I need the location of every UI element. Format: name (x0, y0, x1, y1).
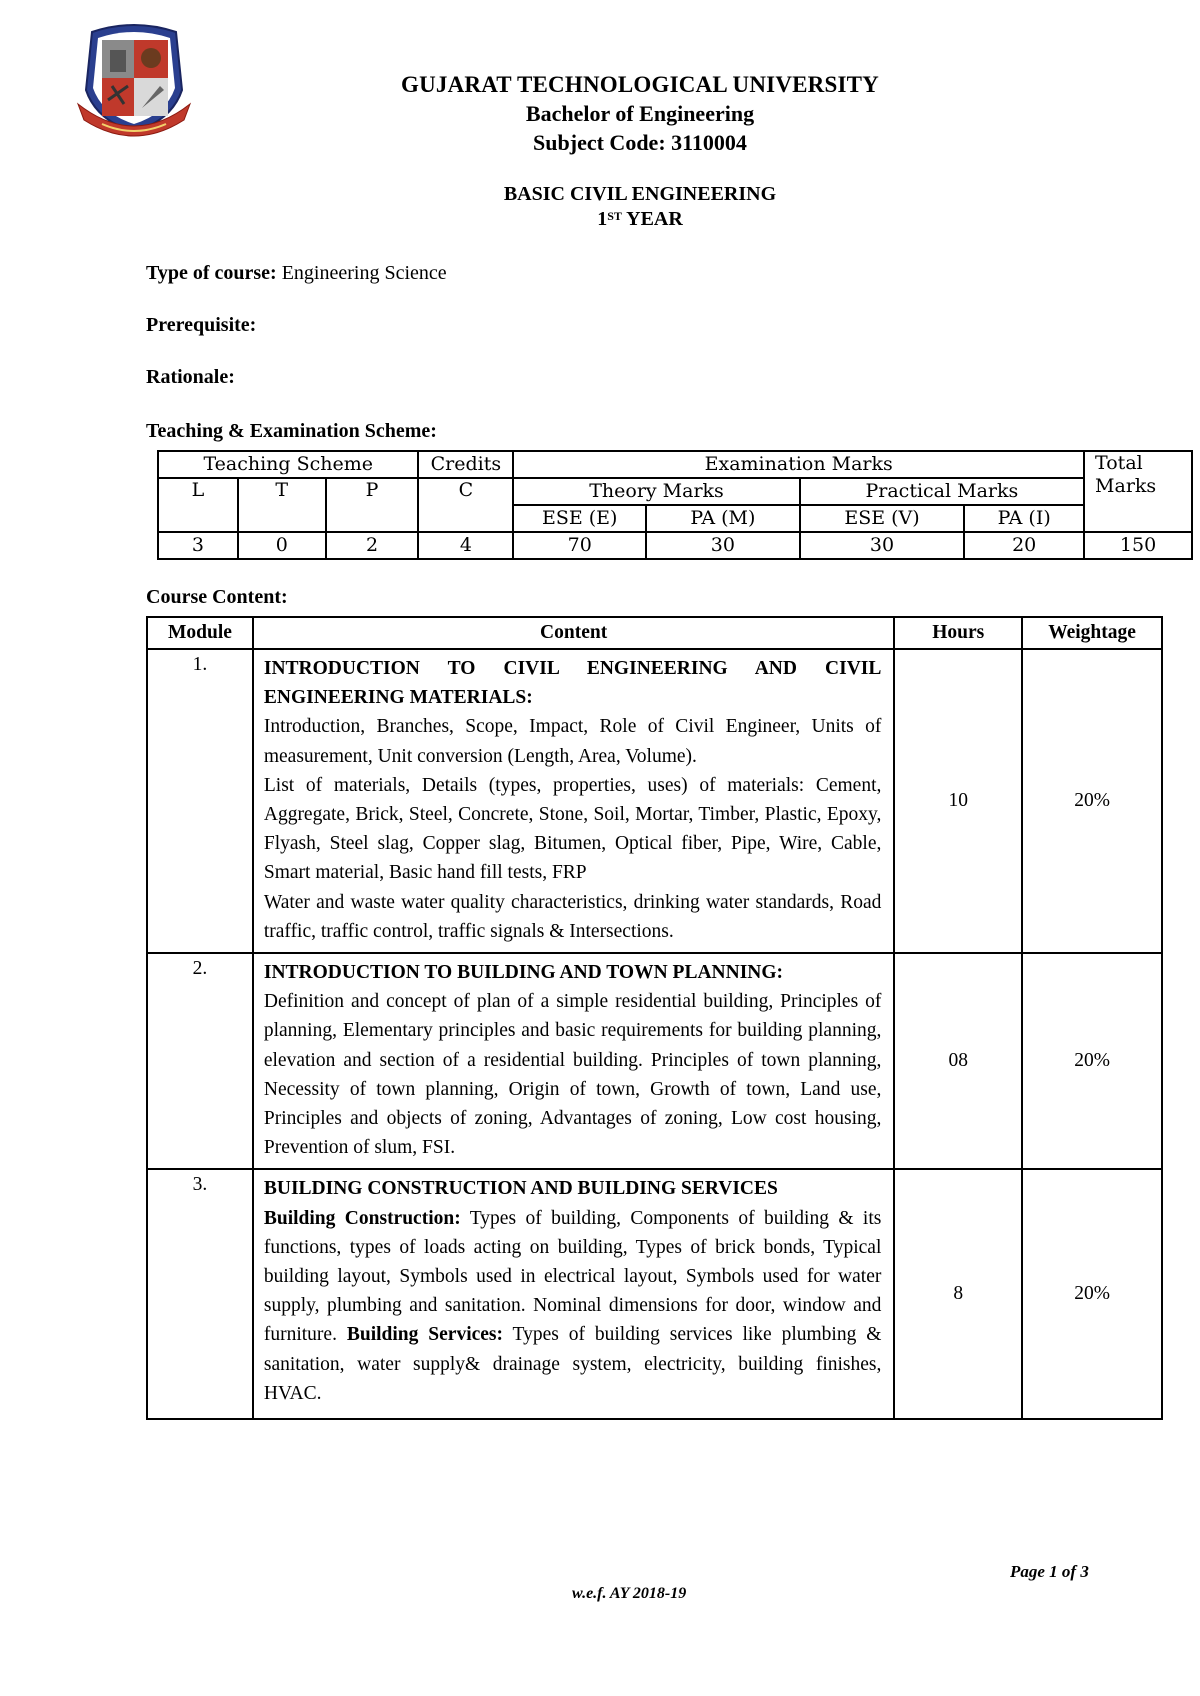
subject-code: Subject Code: 3110004 (533, 130, 747, 155)
year-label: 1ST YEAR (597, 208, 683, 230)
degree-title: Bachelor of Engineering (525, 101, 755, 126)
col-t: T (238, 478, 326, 532)
teaching-scheme-header: Teaching Scheme (158, 451, 418, 478)
content-header: Content (253, 617, 895, 649)
col-p: P (326, 478, 419, 532)
value-pa-i: 20 (964, 532, 1084, 559)
total-marks-header: Total Marks (1084, 451, 1192, 532)
practical-marks-header: Practical Marks (800, 478, 1084, 505)
weightage-header: Weightage (1022, 617, 1162, 649)
hours-header: Hours (894, 617, 1022, 649)
rationale-label: Rationale: (146, 366, 235, 388)
building-services-label: Building Services: (346, 1324, 504, 1346)
building-construction-label: Building Construction: (263, 1207, 461, 1229)
scheme-label: Teaching & Examination Scheme: (146, 420, 437, 442)
module-weightage: 20% (1022, 1169, 1162, 1419)
module-header: Module (147, 617, 253, 649)
module-title: INTRODUCTION TO CIVIL ENGINEERING AND CIVIL ENGINEERING MATERIALS: (263, 658, 882, 709)
table-row (147, 1169, 1162, 1419)
theory-marks-header: Theory Marks (513, 478, 799, 505)
module-paragraph: Building Construction: Types of building, Components of building & its functions, types of loads acting on building, Types of brick bonds, Typical building layout, Symbols used in electrical layout, Symbols used for water supply, plumbing and sanitation. Nominal dimensions for door, window and furniture. Building Services: Types of building services like plumbing & sanitation, water supply& drainage system, electricity, building finishes, HVAC. (263, 1207, 882, 1404)
university-name: GUJARAT TECHNOLOGICAL UNIVERSITY (400, 72, 879, 97)
course-content-label: Course Content: (146, 586, 288, 608)
col-ese-e: ESE (E) (513, 505, 646, 532)
module-content (253, 1169, 895, 1419)
module-hours: 10 (894, 649, 1022, 953)
value-ese-v: 30 (800, 532, 965, 559)
col-c: C (418, 478, 513, 532)
page-number: Page 1 of 3 (1010, 1562, 1089, 1581)
module-number: 1. (147, 649, 253, 953)
col-ese-v: ESE (V) (800, 505, 965, 532)
credits-header: Credits (418, 451, 513, 478)
module-weightage: 20% (1022, 953, 1162, 1169)
wef-footer: w.e.f. AY 2018-19 (572, 1585, 687, 1602)
prerequisite-label: Prerequisite: (146, 314, 257, 336)
col-l: L (158, 478, 238, 532)
module-paragraph: Definition and concept of plan of a simple residential building, Principles of planning, Elementary principles and basic requirements for building planning, elevation and section of a residential building. Principles of town planning, Necessity of town planning, Origin of town, Growth of town, Land use, Principles and objects of zoning, Advantages of zoning, Low cost housing, Prevention of slum, FSI. (263, 991, 882, 1159)
module-number: 3. (147, 1169, 253, 1419)
col-pa-i: PA (I) (964, 505, 1084, 532)
module-hours: 08 (894, 953, 1022, 1169)
value-t: 0 (238, 532, 326, 559)
value-c: 4 (418, 532, 513, 559)
value-ese-e: 70 (513, 532, 646, 559)
module-paragraph: Introduction, Branches, Scope, Impact, Role of Civil Engineer, Units of measurement, Unit conversion (Length, Area, Volume). (263, 716, 882, 767)
value-l: 3 (158, 532, 238, 559)
module-weightage: 20% (1022, 649, 1162, 953)
value-total: 150 (1084, 532, 1192, 559)
table-row (147, 953, 1162, 1169)
module-content (253, 649, 895, 953)
subject-title: BASIC CIVIL ENGINEERING (503, 183, 777, 205)
col-pa-m: PA (M) (646, 505, 800, 532)
module-hours: 8 (894, 1169, 1022, 1419)
module-content (253, 953, 895, 1169)
course-content-table (146, 616, 1163, 1420)
module-paragraph: Water and waste water quality characteristics, drinking water standards, Road traffic, traffic control, traffic signals & Intersections. (263, 891, 882, 942)
exam-marks-header: Examination Marks (513, 451, 1084, 478)
value-pa-m: 30 (646, 532, 800, 559)
module-number: 2. (147, 953, 253, 1169)
scheme-values-row (158, 532, 1192, 559)
module-title: BUILDING CONSTRUCTION AND BUILDING SERVICES (263, 1178, 778, 1200)
module-paragraph: List of materials, Details (types, properties, uses) of materials: Cement, Aggregate, Brick, Steel, Concrete, Stone, Soil, Mortar, Timber, Plastic, Epoxy, Flyash, Steel slag, Copper slag, Bitumen, Optical fiber, Pipe, Wire, Cable, Smart material, Basic hand fill tests, FRP (263, 774, 882, 884)
teaching-scheme-table (157, 450, 1193, 560)
value-p: 2 (326, 532, 419, 559)
module-title: INTRODUCTION TO BUILDING AND TOWN PLANNING: (263, 962, 784, 984)
type-of-course: Type of course: Engineering Science (146, 262, 447, 284)
table-row (147, 649, 1162, 953)
